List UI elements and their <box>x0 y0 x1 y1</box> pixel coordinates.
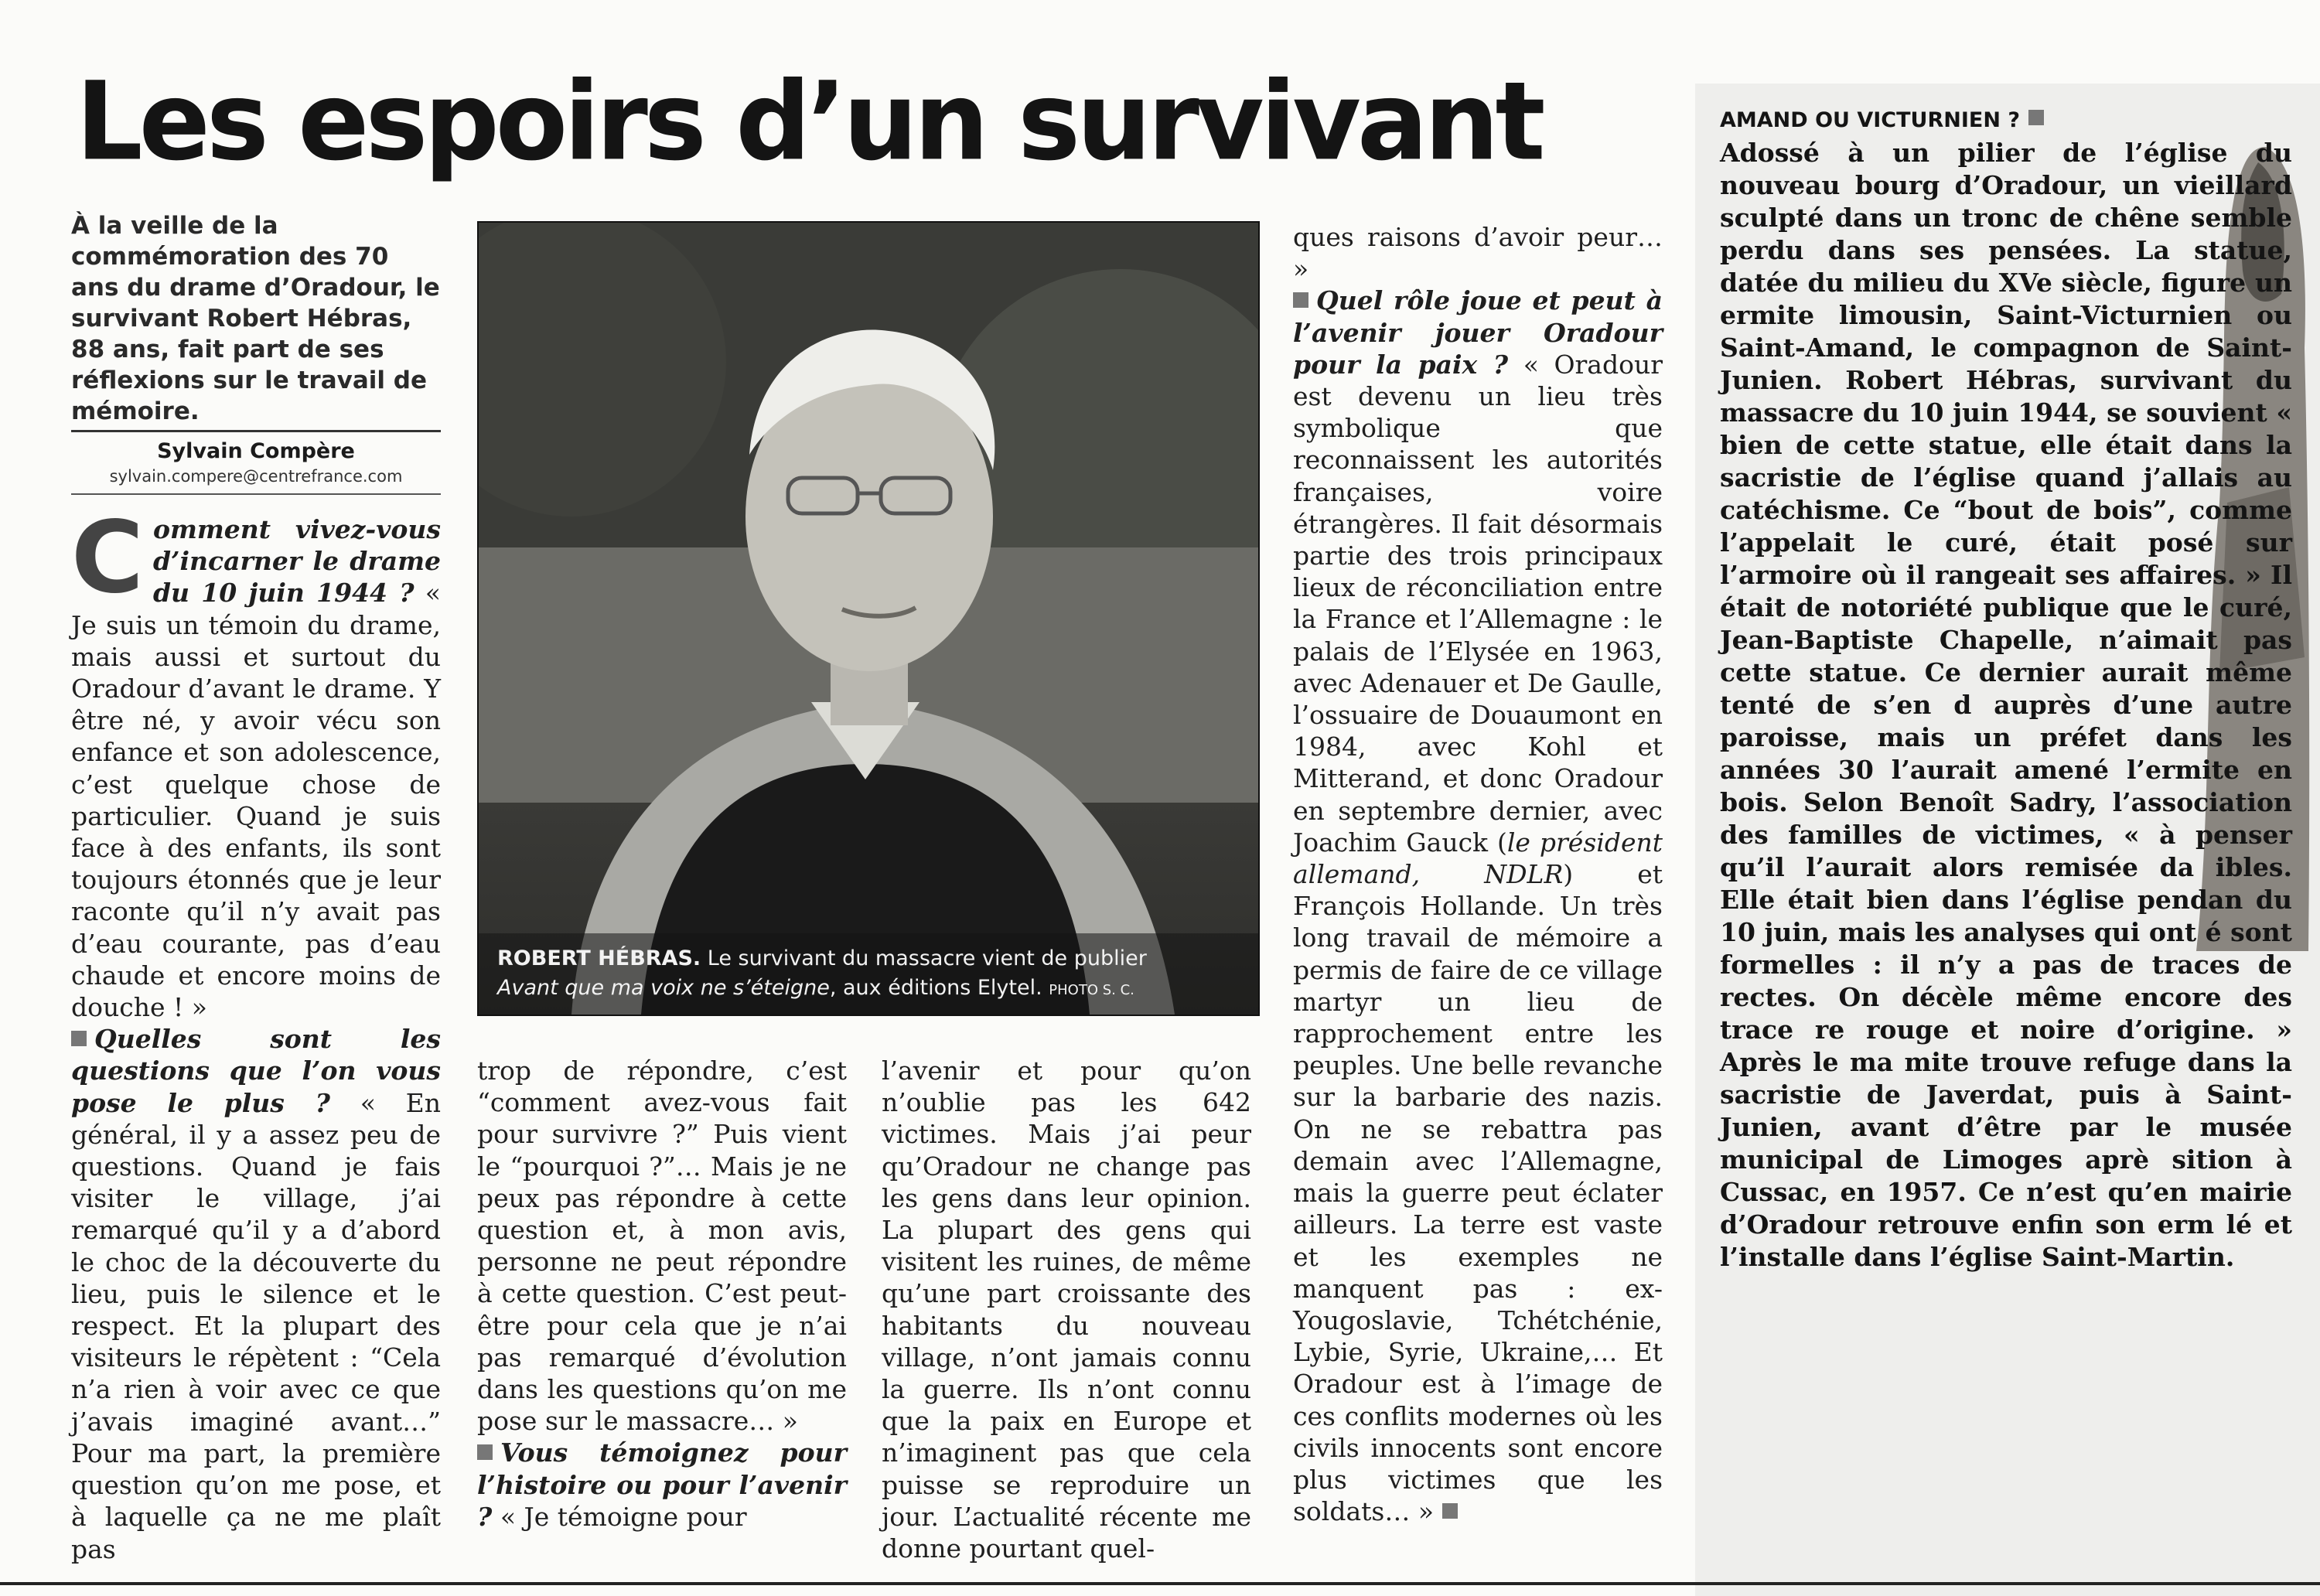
answer-4-part-1: « Oradour est devenu un lieu très symbolique que reconnaissent les autorités françaises, voire étrangères. Il fait désormais partie des trois principaux lieux de réconciliation entre la France et l’Allemagne : le palais de l’Elysée en 1963, avec Adenauer et De Gaulle, l’ossuaire de Douaumont en 1984, avec Kohl et Mitterand, et donc Oradour en septembre dernier, avec Joachim Gauck ( <box>1293 349 1663 858</box>
photo-caption <box>479 933 1258 1015</box>
byline-divider-bottom <box>71 493 441 495</box>
square-icon <box>477 1444 493 1460</box>
question-4: Quel rôle joue et peut à l’avenir jouer Oradour pour la paix ? <box>1293 285 1663 380</box>
paragraph-4 <box>1293 285 1663 1527</box>
paragraph-1 <box>71 500 441 1023</box>
square-icon <box>1442 1503 1458 1519</box>
dropcap: C <box>71 500 144 616</box>
caption-credit: PHOTO S. C. <box>1049 982 1134 998</box>
square-icon <box>1293 292 1308 308</box>
article-column-1 <box>71 500 441 1565</box>
sidebar-title: AMAND OU VICTURNIEN ? <box>1720 108 2020 132</box>
answer-2-part-1: « En général, il y a assez peu de questions. Quand je fais visiter le village, j’ai remarqué qu’il y a d’abord le choc de la découverte du lieu, puis le silence et le respect. Et la plupart des visiteurs le répètent : “Cela n’a rien à voir avec ce que j’avais imaginé avant…” Pour ma part, la première question qu’on me pose, et à laquelle ça ne me plaît pas <box>71 1087 441 1564</box>
answer-2-continued: trop de répondre, c’est “comment avez-vous fait pour survivre ?” Puis vient le “pourquoi ?”… Mais je ne peux pas répondre à cette question et, à mon avis, personne ne peut répondre à cette question. C’est peut-être pour cela que je n’ai pas remarqué d’évolution dans les questions qu’on me pose sur le massacre… » <box>477 1055 847 1437</box>
answer-3-part-1: « Je témoigne pour <box>492 1501 747 1532</box>
sidebar-text <box>1720 102 2292 1274</box>
standfirst: À la veille de la commémoration des 70 ans du drame d’Oradour, le survivant Robert Hébras, 88 ans, fait part de ses réflexions sur le travail de mémoire. <box>71 212 440 425</box>
answer-3-continued: l’avenir et pour qu’on n’oublie pas les 642 victimes. Mais j’ai peur qu’Oradour ne change pas les gens dans leur opinion. La plupart des gens qui visitent les ruines, de même qu’une part croissante des habitants du nouveau village, n’ont jamais connu la guerre. Ils n’ont connu que la paix en Europe et n’imaginent pas que cela puisse se reproduire un jour. L’actualité récente me donne pourtant quel- <box>882 1055 1251 1564</box>
answer-4-part-2: ) et François Hollande. Un très long travail de mémoire a permis de faire de ce village martyr un lieu de rapprochement entre les peuples. Une belle revanche sur la barbarie des nazis. On ne se rebattra pas demain avec l’Allemagne, mais la guerre peut éclater ailleurs. La terre est vaste et les exemples ne manquent pas : ex-Yougoslavie, Tchétchénie, Lybie, Syrie, Ukraine,… Et Oradour est à l’image de ces conflits modernes où les civils innocents sont encore plus victimes que les soldats… » <box>1293 859 1663 1527</box>
square-icon <box>2028 110 2044 125</box>
question-1: omment vivez-vous d’incarner le drame du 10 juin 1944 ? <box>152 514 441 609</box>
answer-4-note: le président allemand, NDLR <box>1293 827 1663 890</box>
sidebar-body: Adossé à un pilier de l’église du nouveau bourg d’Oradour, un vieillard sculpté dans un tronc de chêne semble perdu dans ses pensées. La statue, datée du milieu du XVe siècle, figure un ermite limousin, Saint-Victurnien ou Saint-Amand, le compagnon de Saint-Junien. Robert Hébras, survivant du massacre du 10 juin 1944, se souvient « bien de cette statue, elle était dans la sacristie de l’église quand j’allais au catéchisme. Ce “bout de bois”, comme l’appelait le curé, était posé sur l’armoire où il rangeait ses affaires. » Il était de notoriété publique que le curé, Jean-Baptiste Chapelle, n’aimait pas cette statue. Ce dernier aurait même tenté de s’en d auprès d’une autre paroisse, mais un préfet dans les années 30 l’aurait amené l’ermite en bois. Selon Benoît Sadry, l’association des familles de victimes, « à penser qu’il l’aurait alors remisée da ibles. Elle était bien dans l’église pendan du 10 juin, mais les analyses qui ont é sont formelles : il n’y a pas de traces de rectes. On décèle même encore des trace re rouge et noire d’origine. » Après le ma mite trouve refuge dans la sacristie de Javerdat, puis à Saint-Junien, avant d’être par le musée municipal de Limoges aprè sition à Cussac, en 1957. Ce n’est qu’en mairie d’Oradour retrouve enfin son erm lé et l’installe dans l’église Saint-Martin. <box>1720 138 2292 1272</box>
portrait-photo <box>477 221 1260 1016</box>
article-column-3 <box>882 1055 1251 1564</box>
paragraph-3 <box>477 1437 847 1533</box>
paragraph-2 <box>71 1023 441 1564</box>
caption-publisher: , aux éditions Elytel. <box>829 976 1049 1000</box>
caption-book-title: Avant que ma voix ne s’éteigne <box>497 976 830 1000</box>
caption-name: ROBERT HÉBRAS. <box>497 946 701 970</box>
caption-text: Le survivant du massacre vient de publier <box>701 946 1147 970</box>
answer-1: « Je suis un témoin du drame, mais aussi et surtout du Oradour d’avant le drame. Y être né, y avoir vécu son enfance et son adolescence, c’est quelque chose de particulier. Quand je suis face à des enfants, ils sont toujours étonnés que je leur raconte qu’il n’y avait pas d’eau courante, pas d’eau chaude et encore moins de douche ! » <box>71 578 441 1023</box>
square-icon <box>71 1031 87 1046</box>
question-2: Quelles sont les questions que l’on vous pose le plus ? <box>71 1024 441 1118</box>
byline-author: Sylvain Compère <box>157 439 355 463</box>
portrait-image <box>479 223 1258 1015</box>
article-column-2 <box>477 1055 847 1533</box>
answer-3-end: ques raisons d’avoir peur… » <box>1293 222 1663 285</box>
byline-email: sylvain.compere@centrefrance.com <box>109 467 403 486</box>
byline-divider <box>71 430 441 432</box>
question-3: Vous témoignez pour l’histoire ou pour l’avenir ? <box>477 1437 847 1532</box>
page-bottom-rule <box>0 1582 2320 1585</box>
article-column-4 <box>1293 221 1663 1527</box>
headline: Les espoirs d’un survivant <box>76 59 1542 186</box>
